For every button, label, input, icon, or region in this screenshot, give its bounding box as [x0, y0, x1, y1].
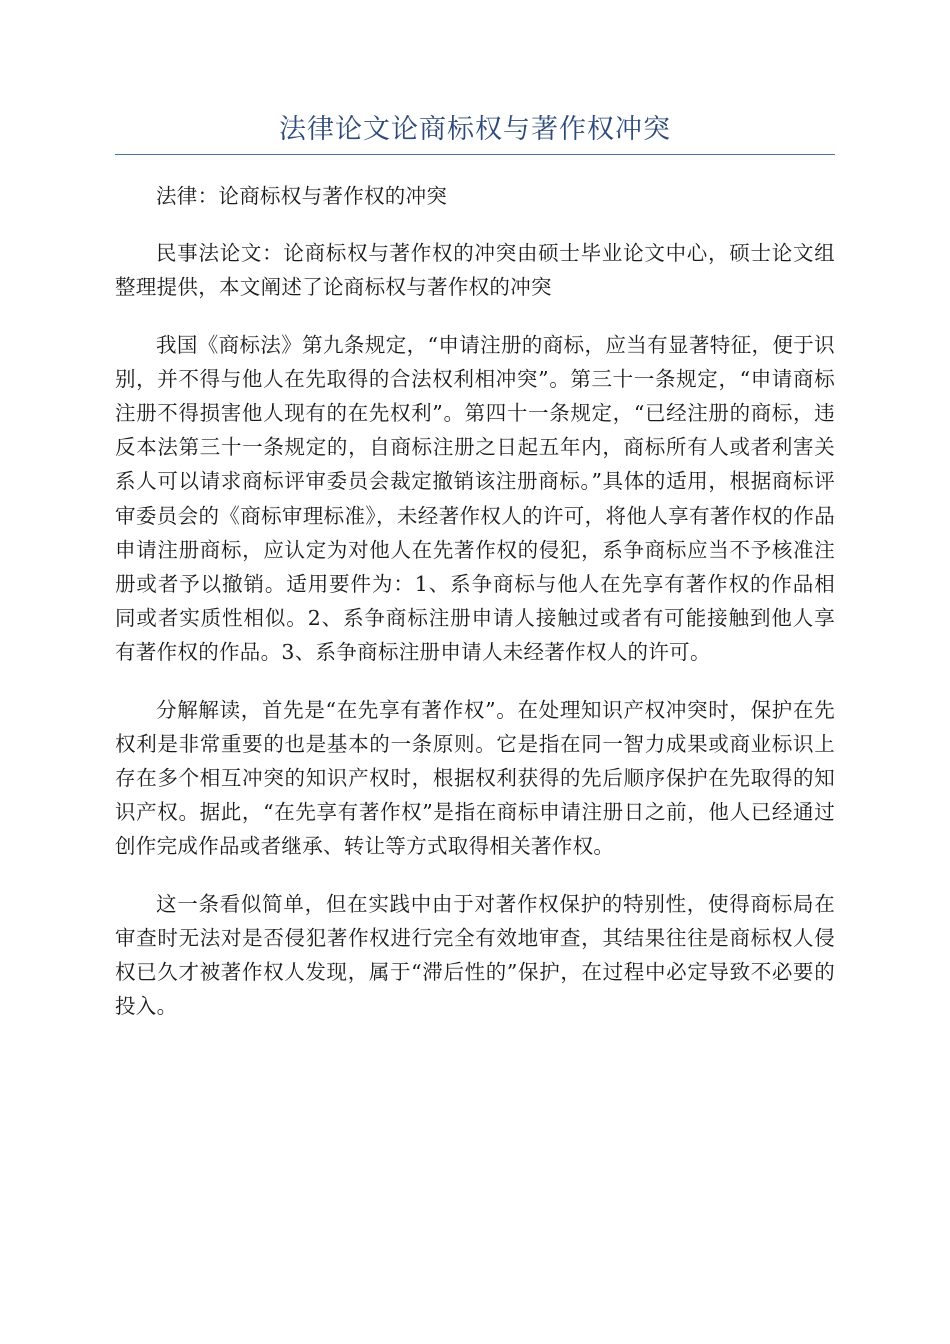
- paragraph-analysis: 分解解读，首先是“在先享有著作权”。在处理知识产权冲突时，保护在先权利是非常重要的也是基本的一条原则。它是指在同一智力成果或商业标识上存在多个相互冲突的知识产权时，根据权利获得的先后顺序保护在先取得的知识产权。据此，“在先享有著作权”是指在商标申请注册日之前，他人已经通过创作完成作品或者继承、转让等方式取得相关著作权。: [115, 697, 835, 859]
- paragraph-subtitle: 法律：论商标权与著作权的冲突: [156, 184, 448, 208]
- paragraph-intro: 民事法论文：论商标权与著作权的冲突由硕士毕业论文中心，硕士论文组整理提供，本文阐述了论商标权与著作权的冲突: [115, 241, 835, 300]
- document-title: 法律论文论商标权与著作权冲突: [115, 110, 835, 155]
- document-page: [115, 110, 835, 1023]
- paragraph-trademark-law: 我国《商标法》第九条规定，“申请注册的商标，应当有显著特征，便于识别，并不得与他人在先取得的合法权利相冲突”。第三十一条规定，“申请商标注册不得损害他人现有的在先权利”。第四十一条规定，“已经注册的商标，违反本法第三十一条规定的，自商标注册之日起五年内，商标所有人或者利害关系人可以请求商标评审委员会裁定撤销该注册商标。”具体的适用，根据商标评审委员会的《商标审理标准》，未经著作权人的许可，将他人享有著作权的作品申请注册商标，应认定为对他人在先著作权的侵犯，系争商标应当不予核准注册或者予以撤销。适用要件为：1、系争商标与他人在先享有著作权的作品相同或者实质性相似。2、系争商标注册申请人接触过或者有可能接触到他人享有著作权的作品。3、系争商标注册申请人未经著作权人的许可。: [115, 332, 835, 665]
- paragraph-practice: 这一条看似简单，但在实践中由于对著作权保护的特别性，使得商标局在审查时无法对是否侵犯著作权进行完全有效地审查，其结果往往是商标权人侵权已久才被著作权人发现，属于“滞后性的”保护，在过程中必定导致不必要的投入。: [115, 891, 835, 1019]
